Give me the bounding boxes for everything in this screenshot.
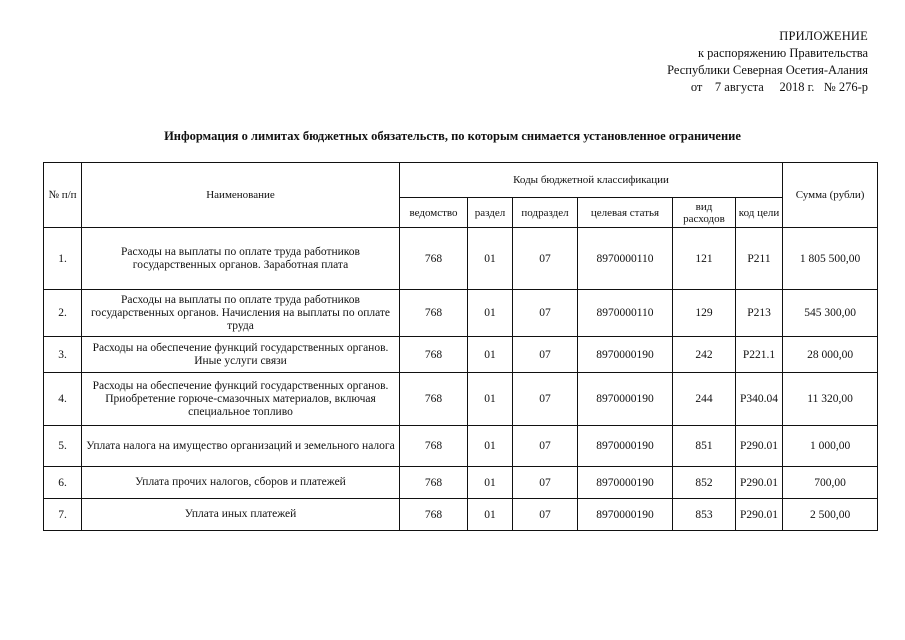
- order-number: № 276-р: [823, 80, 868, 94]
- cell-vid: 129: [673, 290, 736, 337]
- cell-summa: 28 000,00: [783, 337, 878, 373]
- cell-razdel: 01: [468, 228, 513, 290]
- cell-razdel: 01: [468, 337, 513, 373]
- header-vid: вид расходов: [673, 198, 736, 228]
- cell-kod-celi: Р221.1: [736, 337, 783, 373]
- cell-vedomstvo: 768: [400, 337, 468, 373]
- cell-vedomstvo: 768: [400, 290, 468, 337]
- cell-podrazdel: 07: [513, 499, 578, 531]
- table-row: [44, 426, 878, 467]
- date-year: 2018 г.: [779, 80, 815, 94]
- header-razdel: раздел: [468, 198, 513, 228]
- cell-razdel: 01: [468, 499, 513, 531]
- cell-name: Уплата налога на имущество организаций и земельного налога: [82, 426, 400, 467]
- cell-razdel: 01: [468, 290, 513, 337]
- date-prefix: от: [690, 80, 703, 94]
- cell-podrazdel: 07: [513, 228, 578, 290]
- cell-statya: 8970000190: [578, 467, 673, 499]
- limits-table: [43, 162, 878, 531]
- cell-razdel: 01: [468, 426, 513, 467]
- cell-kod-celi: Р213: [736, 290, 783, 337]
- cell-num: 2.: [44, 290, 82, 337]
- header-statya: целевая статья: [578, 198, 673, 228]
- table-row: [44, 499, 878, 531]
- appendix-line-1: к распоряжению Правительства: [697, 46, 868, 60]
- cell-summa: 700,00: [783, 467, 878, 499]
- cell-name: Расходы на выплаты по оплате труда работников государственных органов. Начисления на выплаты по оплате труда: [82, 290, 400, 337]
- appendix-line-2: Республики Северная Осетия-Алания: [667, 63, 868, 77]
- table-row: [44, 228, 878, 290]
- cell-razdel: 01: [468, 467, 513, 499]
- table-row: [44, 290, 878, 337]
- cell-podrazdel: 07: [513, 426, 578, 467]
- cell-name: Расходы на обеспечение функций государственных органов. Приобретение горюче-смазочных материалов, включая специальное топливо: [82, 373, 400, 426]
- cell-name: Уплата иных платежей: [82, 499, 400, 531]
- cell-summa: 1 000,00: [783, 426, 878, 467]
- cell-statya: 8970000190: [578, 499, 673, 531]
- cell-num: 5.: [44, 426, 82, 467]
- cell-podrazdel: 07: [513, 467, 578, 499]
- cell-kod-celi: Р211: [736, 228, 783, 290]
- cell-podrazdel: 07: [513, 373, 578, 426]
- header-kod-celi: код цели: [736, 198, 783, 228]
- cell-num: 6.: [44, 467, 82, 499]
- cell-statya: 8970000190: [578, 373, 673, 426]
- cell-vid: 121: [673, 228, 736, 290]
- cell-kod-celi: Р290.01: [736, 499, 783, 531]
- date-value: 7 августа: [714, 80, 764, 94]
- cell-kod-celi: Р290.01: [736, 467, 783, 499]
- cell-vid: 242: [673, 337, 736, 373]
- cell-vedomstvo: 768: [400, 373, 468, 426]
- cell-vedomstvo: 768: [400, 228, 468, 290]
- cell-podrazdel: 07: [513, 337, 578, 373]
- cell-kod-celi: Р290.01: [736, 426, 783, 467]
- table-row: [44, 337, 878, 373]
- cell-vedomstvo: 768: [400, 467, 468, 499]
- cell-vedomstvo: 768: [400, 426, 468, 467]
- cell-name: Расходы на обеспечение функций государственных органов. Иные услуги связи: [82, 337, 400, 373]
- cell-vid: 244: [673, 373, 736, 426]
- document-header: [667, 28, 868, 96]
- cell-num: 1.: [44, 228, 82, 290]
- cell-num: 4.: [44, 373, 82, 426]
- cell-summa: 545 300,00: [783, 290, 878, 337]
- cell-razdel: 01: [468, 373, 513, 426]
- cell-statya: 8970000110: [578, 290, 673, 337]
- cell-podrazdel: 07: [513, 290, 578, 337]
- table-header-row: [44, 163, 878, 198]
- cell-name: Уплата прочих налогов, сборов и платежей: [82, 467, 400, 499]
- cell-statya: 8970000190: [578, 337, 673, 373]
- cell-vedomstvo: 768: [400, 499, 468, 531]
- cell-vid: 851: [673, 426, 736, 467]
- cell-summa: 2 500,00: [783, 499, 878, 531]
- header-name: Наименование: [82, 163, 400, 228]
- cell-num: 3.: [44, 337, 82, 373]
- cell-name: Расходы на выплаты по оплате труда работников государственных органов. Заработная плата: [82, 228, 400, 290]
- cell-num: 7.: [44, 499, 82, 531]
- cell-kod-celi: Р340.04: [736, 373, 783, 426]
- header-summa: Сумма (рубли): [783, 163, 878, 228]
- header-vedomstvo: ведомство: [400, 198, 468, 228]
- appendix-date-line: [667, 79, 868, 96]
- table-row: [44, 467, 878, 499]
- header-podrazdel: подраздел: [513, 198, 578, 228]
- table-row: [44, 373, 878, 426]
- cell-statya: 8970000190: [578, 426, 673, 467]
- header-codes: Коды бюджетной классификации: [400, 163, 783, 198]
- cell-statya: 8970000110: [578, 228, 673, 290]
- cell-vid: 853: [673, 499, 736, 531]
- cell-summa: 1 805 500,00: [783, 228, 878, 290]
- document-title: Информация о лимитах бюджетных обязательств, по которым снимается установленное ограничение: [164, 129, 741, 143]
- cell-summa: 11 320,00: [783, 373, 878, 426]
- appendix-title: ПРИЛОЖЕНИЕ: [779, 29, 868, 43]
- header-num: № п/п: [44, 163, 82, 228]
- cell-vid: 852: [673, 467, 736, 499]
